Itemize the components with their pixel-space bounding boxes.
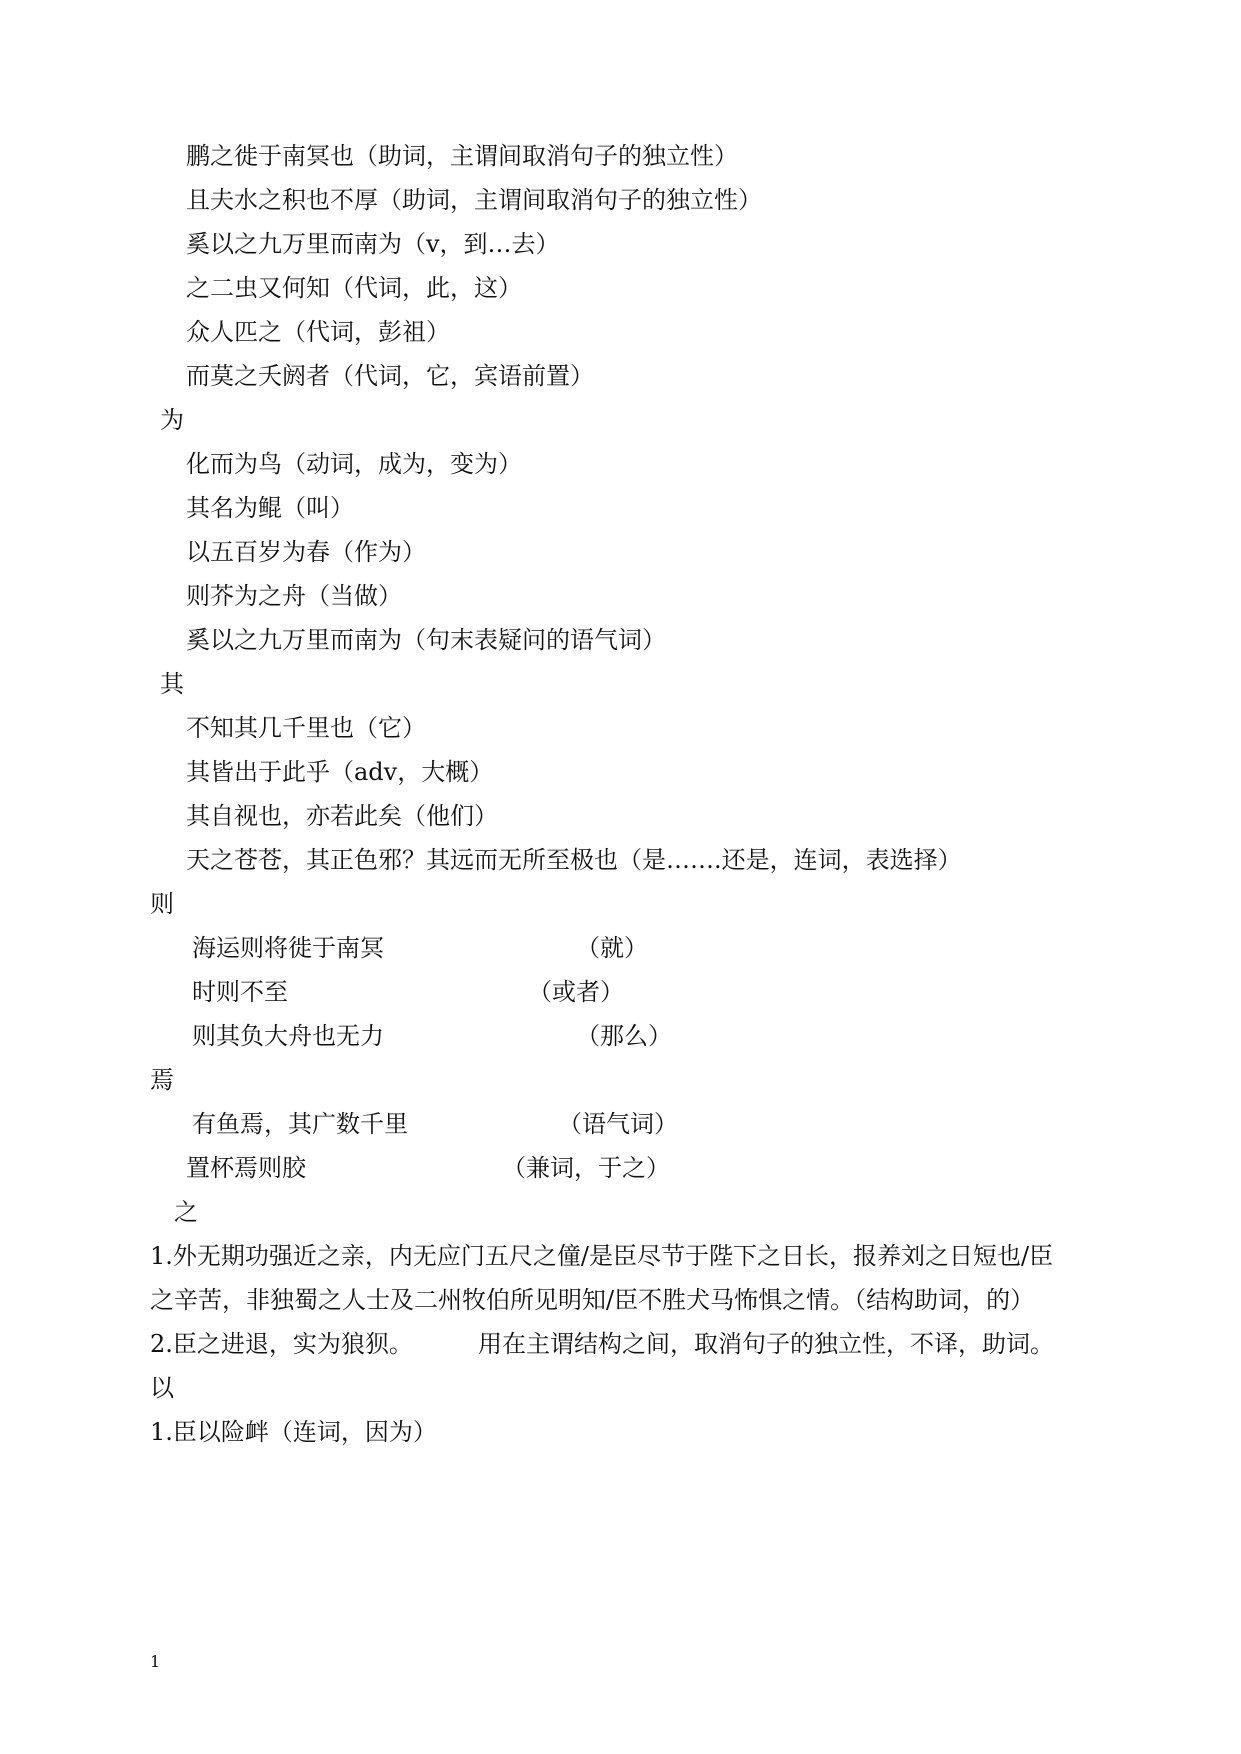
example-line: 不知其几千里也（它） xyxy=(186,714,426,742)
example-line: 以五百岁为春（作为） xyxy=(186,538,426,566)
example-text: 时则不至 xyxy=(192,978,288,1006)
example-line: 奚以之九万里而南为（句末表疑问的语气词） xyxy=(186,626,666,654)
example-line: 其名为鲲（叫） xyxy=(186,494,354,522)
example-line: 其自视也，亦若此矣（他们） xyxy=(186,802,498,830)
example-meaning: （那么） xyxy=(576,1022,672,1050)
example-line: 而莫之夭阏者（代词，它，宾语前置） xyxy=(186,362,594,390)
paragraph-line: 1.外无期功强近之亲，内无应门五尺之僮/是臣尽节于陛下之日长，报养刘之日短也/臣 xyxy=(150,1242,1054,1270)
page-number: 1 xyxy=(150,1652,161,1671)
example-line: 化而为鸟（动词，成为，变为） xyxy=(186,450,522,478)
example-line: 鹏之徙于南冥也（助词，主谓间取消句子的独立性） xyxy=(186,142,738,170)
example-line: 天之苍苍，其正色邪？其远而无所至极也（是…….还是，连词，表选择） xyxy=(186,846,962,874)
example-line: 之二虫又何知（代词，此，这） xyxy=(186,274,522,302)
example-meaning: （就） xyxy=(576,934,648,962)
section-heading-wei: 为 xyxy=(160,406,184,434)
example-meaning: （语气词） xyxy=(558,1110,678,1138)
section-heading-yi: 以 xyxy=(150,1374,174,1402)
example-line: 众人匹之（代词，彭祖） xyxy=(186,318,450,346)
example-line: 其皆出于此乎（adv，大概） xyxy=(186,758,494,786)
section-heading-zhi: 之 xyxy=(174,1198,198,1226)
example-meaning: （或者） xyxy=(528,978,624,1006)
example-text: 则其负大舟也无力 xyxy=(192,1022,384,1050)
example-text: 置杯焉则胶 xyxy=(186,1154,306,1182)
example-text: 有鱼焉，其广数千里 xyxy=(192,1110,408,1138)
paragraph-line: 1.臣以险衅（连词，因为） xyxy=(150,1418,437,1446)
example-text: 海运则将徙于南冥 xyxy=(192,934,384,962)
example-line: 则芥为之舟（当做） xyxy=(186,582,402,610)
paragraph-line: 2.臣之进退，实为狼狈。 xyxy=(150,1330,413,1358)
section-heading-ze: 则 xyxy=(150,890,174,918)
section-heading-yan: 焉 xyxy=(150,1066,174,1094)
section-heading-qi: 其 xyxy=(160,670,184,698)
example-line: 且夫水之积也不厚（助词，主谓间取消句子的独立性） xyxy=(186,186,762,214)
example-meaning: （兼词，于之） xyxy=(502,1154,670,1182)
example-line: 奚以之九万里而南为（v，到…去） xyxy=(186,230,560,258)
paragraph-note: 用在主谓结构之间，取消句子的独立性，不译，助词。 xyxy=(478,1330,1054,1358)
paragraph-line: 之辛苦，非独蜀之人士及二州牧伯所见明知/臣不胜犬马怖惧之情。（结构助词，的） xyxy=(150,1286,1035,1314)
